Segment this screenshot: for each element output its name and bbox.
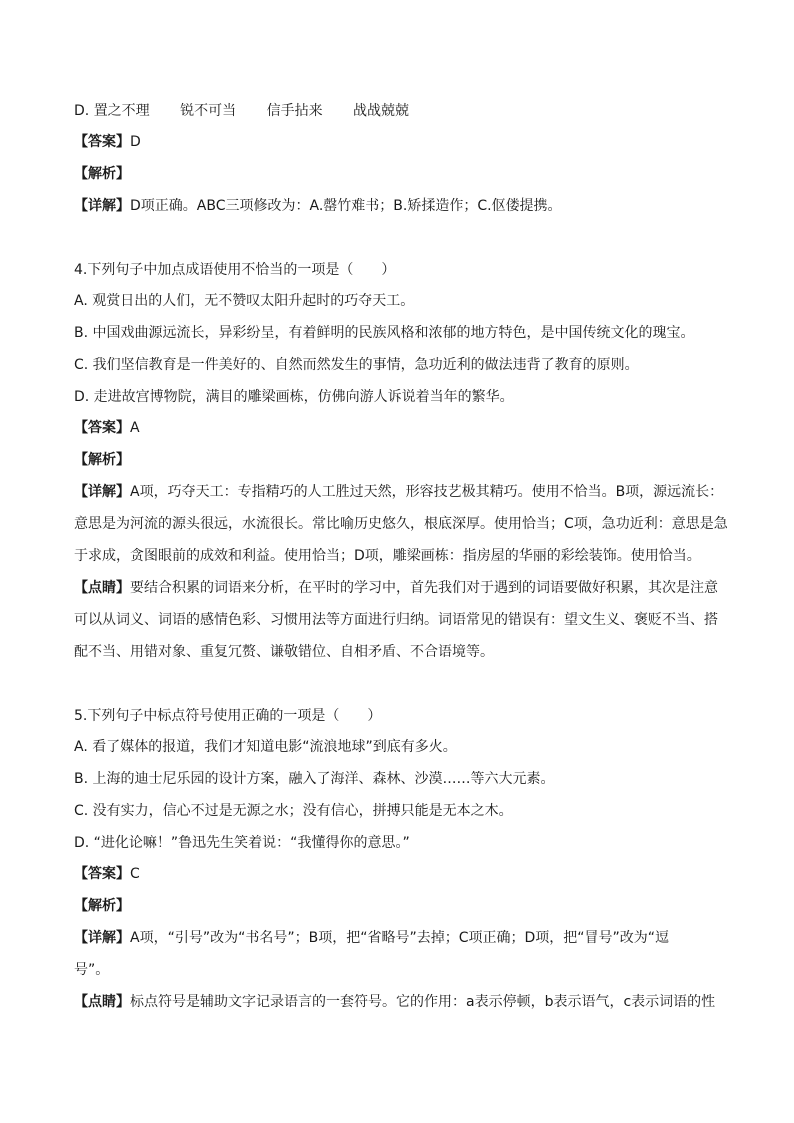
answer-label: 【答案】 (74, 420, 130, 436)
answer-label: 【答案】 (74, 134, 130, 150)
q5-option-a: A. 看了媒体的报道，我们才知道电影“流浪地球”到底有多火。 (74, 739, 457, 755)
comment-text: 要结合积累的词语来分析，在平时的学习中，首先我们对于遇到的词语要做好积累，其次是注意 (130, 580, 718, 596)
detail-label: 【详解】 (74, 930, 130, 946)
q4-question: 4.下列句子中加点成语使用不恰当的一项是（ ） (74, 262, 396, 278)
option-letter: D. (74, 103, 90, 119)
q3-detail (74, 196, 726, 216)
q5-analysis-label: 【解析】 (74, 898, 130, 914)
q5-answer (74, 864, 726, 884)
answer-label: 【答案】 (74, 866, 130, 882)
q4-comment-line: 可以从词义、词语的感情色彩、习惯用法等方面进行归纳。词语常见的错误有：望文生义、褒贬不当、搭 (74, 612, 718, 628)
q4-option-a: A. 观赏日出的人们，无不赞叹太阳升起时的巧夺天工。 (74, 293, 415, 309)
comment-text: 标点符号是辅助文字记录语言的一套符号。它的作用：a表示停顿，b表示语气，c表示词语的性 (130, 994, 716, 1010)
q3-analysis-label: 【解析】 (74, 166, 130, 182)
option-idiom: 锐不可当 (180, 103, 237, 119)
detail-text: A项，“引号”改为“书名号”；B项，把“省略号”去掉；C项正确；D项，把“冒号”改为“逗 (130, 930, 670, 946)
q4-comment-line: 配不当、用错对象、重复冗赘、谦敬错位、自相矛盾、不合语境等。 (74, 644, 494, 660)
comment-label: 【点睛】 (74, 580, 130, 596)
answer-value: A (130, 420, 140, 436)
q3-option-d (74, 101, 726, 121)
answer-value: D (130, 134, 141, 150)
q4-detail-line: 意思是为河流的源头很远，水流很长。常比喻历史悠久，根底深厚。使用恰当；C项，急功近利：意思是急 (74, 516, 728, 532)
detail-text: D项正确。ABC三项修改为：A.罄竹难书；B.矫揉造作；C.伛偻提携。 (130, 198, 562, 214)
option-idiom: 战战兢兢 (353, 103, 410, 119)
answer-value: C (130, 866, 140, 882)
q4-option-c: C. 我们坚信教育是一件美好的、自然而然发生的事情，急功近利的做法违背了教育的原则。 (74, 357, 639, 373)
q4-detail-line: 于求成，贪图眼前的成效和利益。使用恰当；D项，雕梁画栋：指房屋的华丽的彩绘装饰。使用恰当。 (74, 548, 701, 564)
q5-option-c: C. 没有实力，信心不过是无源之水；没有信心，拼搏只能是无本之木。 (74, 803, 513, 819)
q4-detail-line (74, 482, 726, 502)
q4-option-b: B. 中国戏曲源远流长，异彩纷呈，有着鲜明的民族风格和浓郁的地方特色，是中国传统文化的瑰宝。 (74, 325, 695, 341)
comment-label: 【点睛】 (74, 994, 130, 1010)
q5-comment-line (74, 992, 726, 1012)
q5-option-d: D. “进化论嘛！”鲁迅先生笑着说：“我懂得你的意思。” (74, 835, 410, 851)
detail-label: 【详解】 (74, 198, 130, 214)
option-idiom: 信手拈来 (266, 103, 323, 119)
q5-option-b: B. 上海的迪士尼乐园的设计方案，融入了海洋、森林、沙漠……等六大元素。 (74, 771, 555, 787)
q4-option-d: D. 走进故宫博物院，满目的雕梁画栋，仿佛向游人诉说着当年的繁华。 (74, 389, 514, 405)
q3-answer (74, 132, 726, 152)
q4-comment-line (74, 578, 726, 598)
detail-text: A项，巧夺天工：专指精巧的人工胜过天然，形容技艺极其精巧。使用不恰当。B项，源远流长： (130, 484, 724, 500)
detail-label: 【详解】 (74, 484, 130, 500)
q5-detail-line: 号”。 (74, 962, 110, 978)
option-idiom: 置之不理 (93, 103, 150, 119)
q4-answer (74, 418, 726, 438)
q5-detail-line (74, 928, 726, 948)
q5-question: 5.下列句子中标点符号使用正确的一项是（ ） (74, 708, 382, 724)
q4-analysis-label: 【解析】 (74, 452, 130, 468)
